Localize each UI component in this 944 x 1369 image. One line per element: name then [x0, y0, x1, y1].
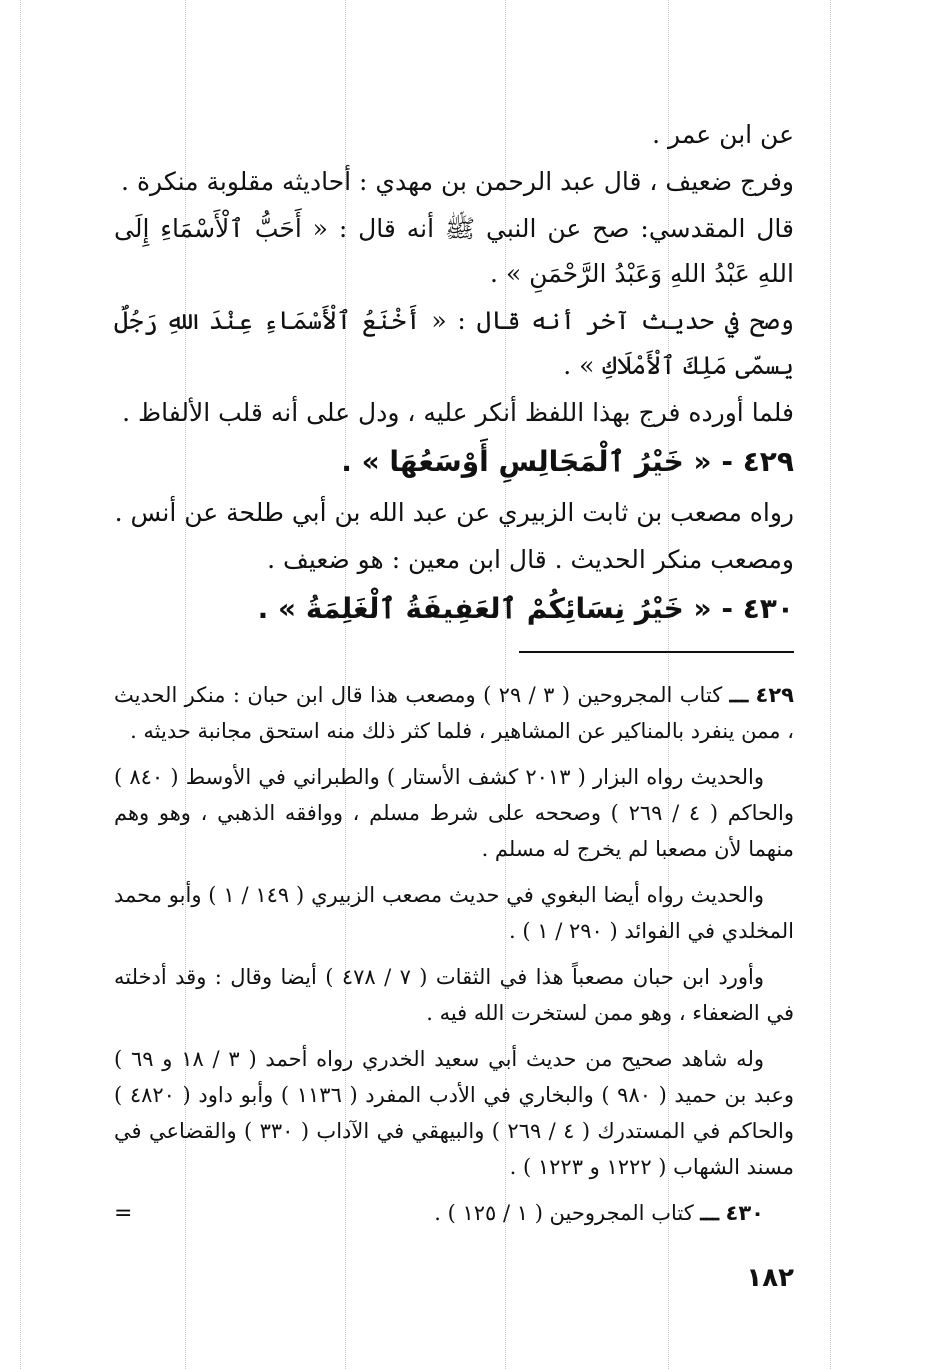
footnote-dash: ـــ [700, 1200, 719, 1225]
footnote-dash: ـــ [729, 682, 749, 707]
text-line: قال المقدسي: صح عن النبي ﷺ أنه قال : « أَحَبُّ ٱلْأَسْمَاءِ إِلَى اللهِ عَبْدُ اللهِ وَعَبْدُ الرَّحْمَنِ » . [114, 214, 794, 288]
main-text [114, 112, 794, 631]
hadith-number: ٤٣٠ [742, 592, 794, 625]
hadith-heading-430 [114, 586, 794, 631]
footnotes [114, 677, 794, 1232]
hadith-heading-429 [114, 439, 794, 484]
footnote-paragraph: والحديث رواه البزار ( ٢٠١٣ كشف الأستار ) والطبراني في الأوسط ( ٨٤٠ ) والحاكم ( ٤ / ٢٦٩ ) وصححه على شرط مسلم ، ووافقه الذهبي ، وهو وهم منهما لأن مصعبا لم يخرج له مسلم . [114, 765, 794, 861]
footnote-429 [114, 677, 794, 749]
footnote-number: ٤٢٩ [755, 683, 794, 707]
footnote-430-body [434, 1195, 794, 1231]
text-line: عن ابن عمر . [652, 120, 794, 149]
scan-guide-line [20, 0, 21, 1369]
text-line: وصح في حديث آخر أنه قال : « أَخْنَعُ ٱلْأَسْمَاءِ عِنْدَ اللهِ رَجُلٌ يسمّى مَلِكَ ٱلْأَمْلَاكِ » . [114, 306, 794, 380]
footnote-separator [519, 651, 794, 653]
text-line: فلما أورده فرج بهذا اللفظ أنكر عليه ، ودل على أنه قلب الألفاظ . [122, 398, 794, 427]
footnote-430 [114, 1195, 794, 1232]
footnote-paragraph: وأورد ابن حبان مصعباً هذا في الثقات ( ٧ / ٤٧٨ ) أيضا وقال : وقد أدخلته في الضعفاء ، وهو ممن لستخرت الله فيه . [114, 965, 794, 1025]
footnote-text: كتاب المجروحين ( ١ / ١٢٥ ) . [434, 1201, 694, 1225]
book-page [114, 112, 794, 1242]
footnote-paragraph: وله شاهد صحيح من حديث أبي سعيد الخدري رواه أحمد ( ٣ / ١٨ و ٦٩ ) وعبد بن حميد ( ٩٨٠ ) والبخاري في الأدب المفرد ( ١١٣٦ ) وأبو داود ( ٤٨٢٠ ) والحاكم في المستدرك ( ٤ / ٢٦٩ ) والبيهقي في الآداب ( ٣٣٠ ) والقضاعي في مسند الشهاب ( ١٢٢٢ و ١٢٢٣ ) . [114, 1047, 795, 1179]
continuation-mark: = [114, 1201, 133, 1226]
text-line: رواه مصعب بن ثابت الزبيري عن عبد الله بن أبي طلحة عن أنس . [114, 498, 794, 527]
footnote-paragraph: والحديث رواه أيضا البغوي في حديث مصعب الزبيري ( ١٤٩ / ١ ) وأبو محمد المخلدي في الفوائد ( ٢٩٠ / ١ ) . [114, 883, 794, 943]
text-line: ومصعب منكر الحديث . قال ابن معين : هو ضعيف . [267, 545, 794, 574]
text-line: وفرج ضعيف ، قال عبد الرحمن بن مهدي : أحاديثه مقلوبة منكرة . [121, 167, 794, 196]
page-number: ١٨٢ [746, 1263, 794, 1293]
footnote-text: كتاب المجروحين ( ٣ / ٢٩ ) ومصعب هذا قال ابن حبان : منكر الحديث ، ممن ينفرد بالمناكير عن المشاهير ، فلما كثر ذلك منه استحق مجانبة حديثه . [114, 683, 794, 743]
scan-guide-line [830, 0, 831, 1369]
hadith-text: - « خَيْرُ ٱلْمَجَالِسِ أَوْسَعُهَا » . [341, 445, 733, 478]
hadith-text: - « خَيْرُ نِسَائِكُمْ ٱلعَفِيفَةُ ٱلْغَلِمَةُ » . [257, 592, 733, 625]
footnote-number: ٤٣٠ [725, 1201, 764, 1225]
hadith-number: ٤٢٩ [742, 445, 794, 478]
